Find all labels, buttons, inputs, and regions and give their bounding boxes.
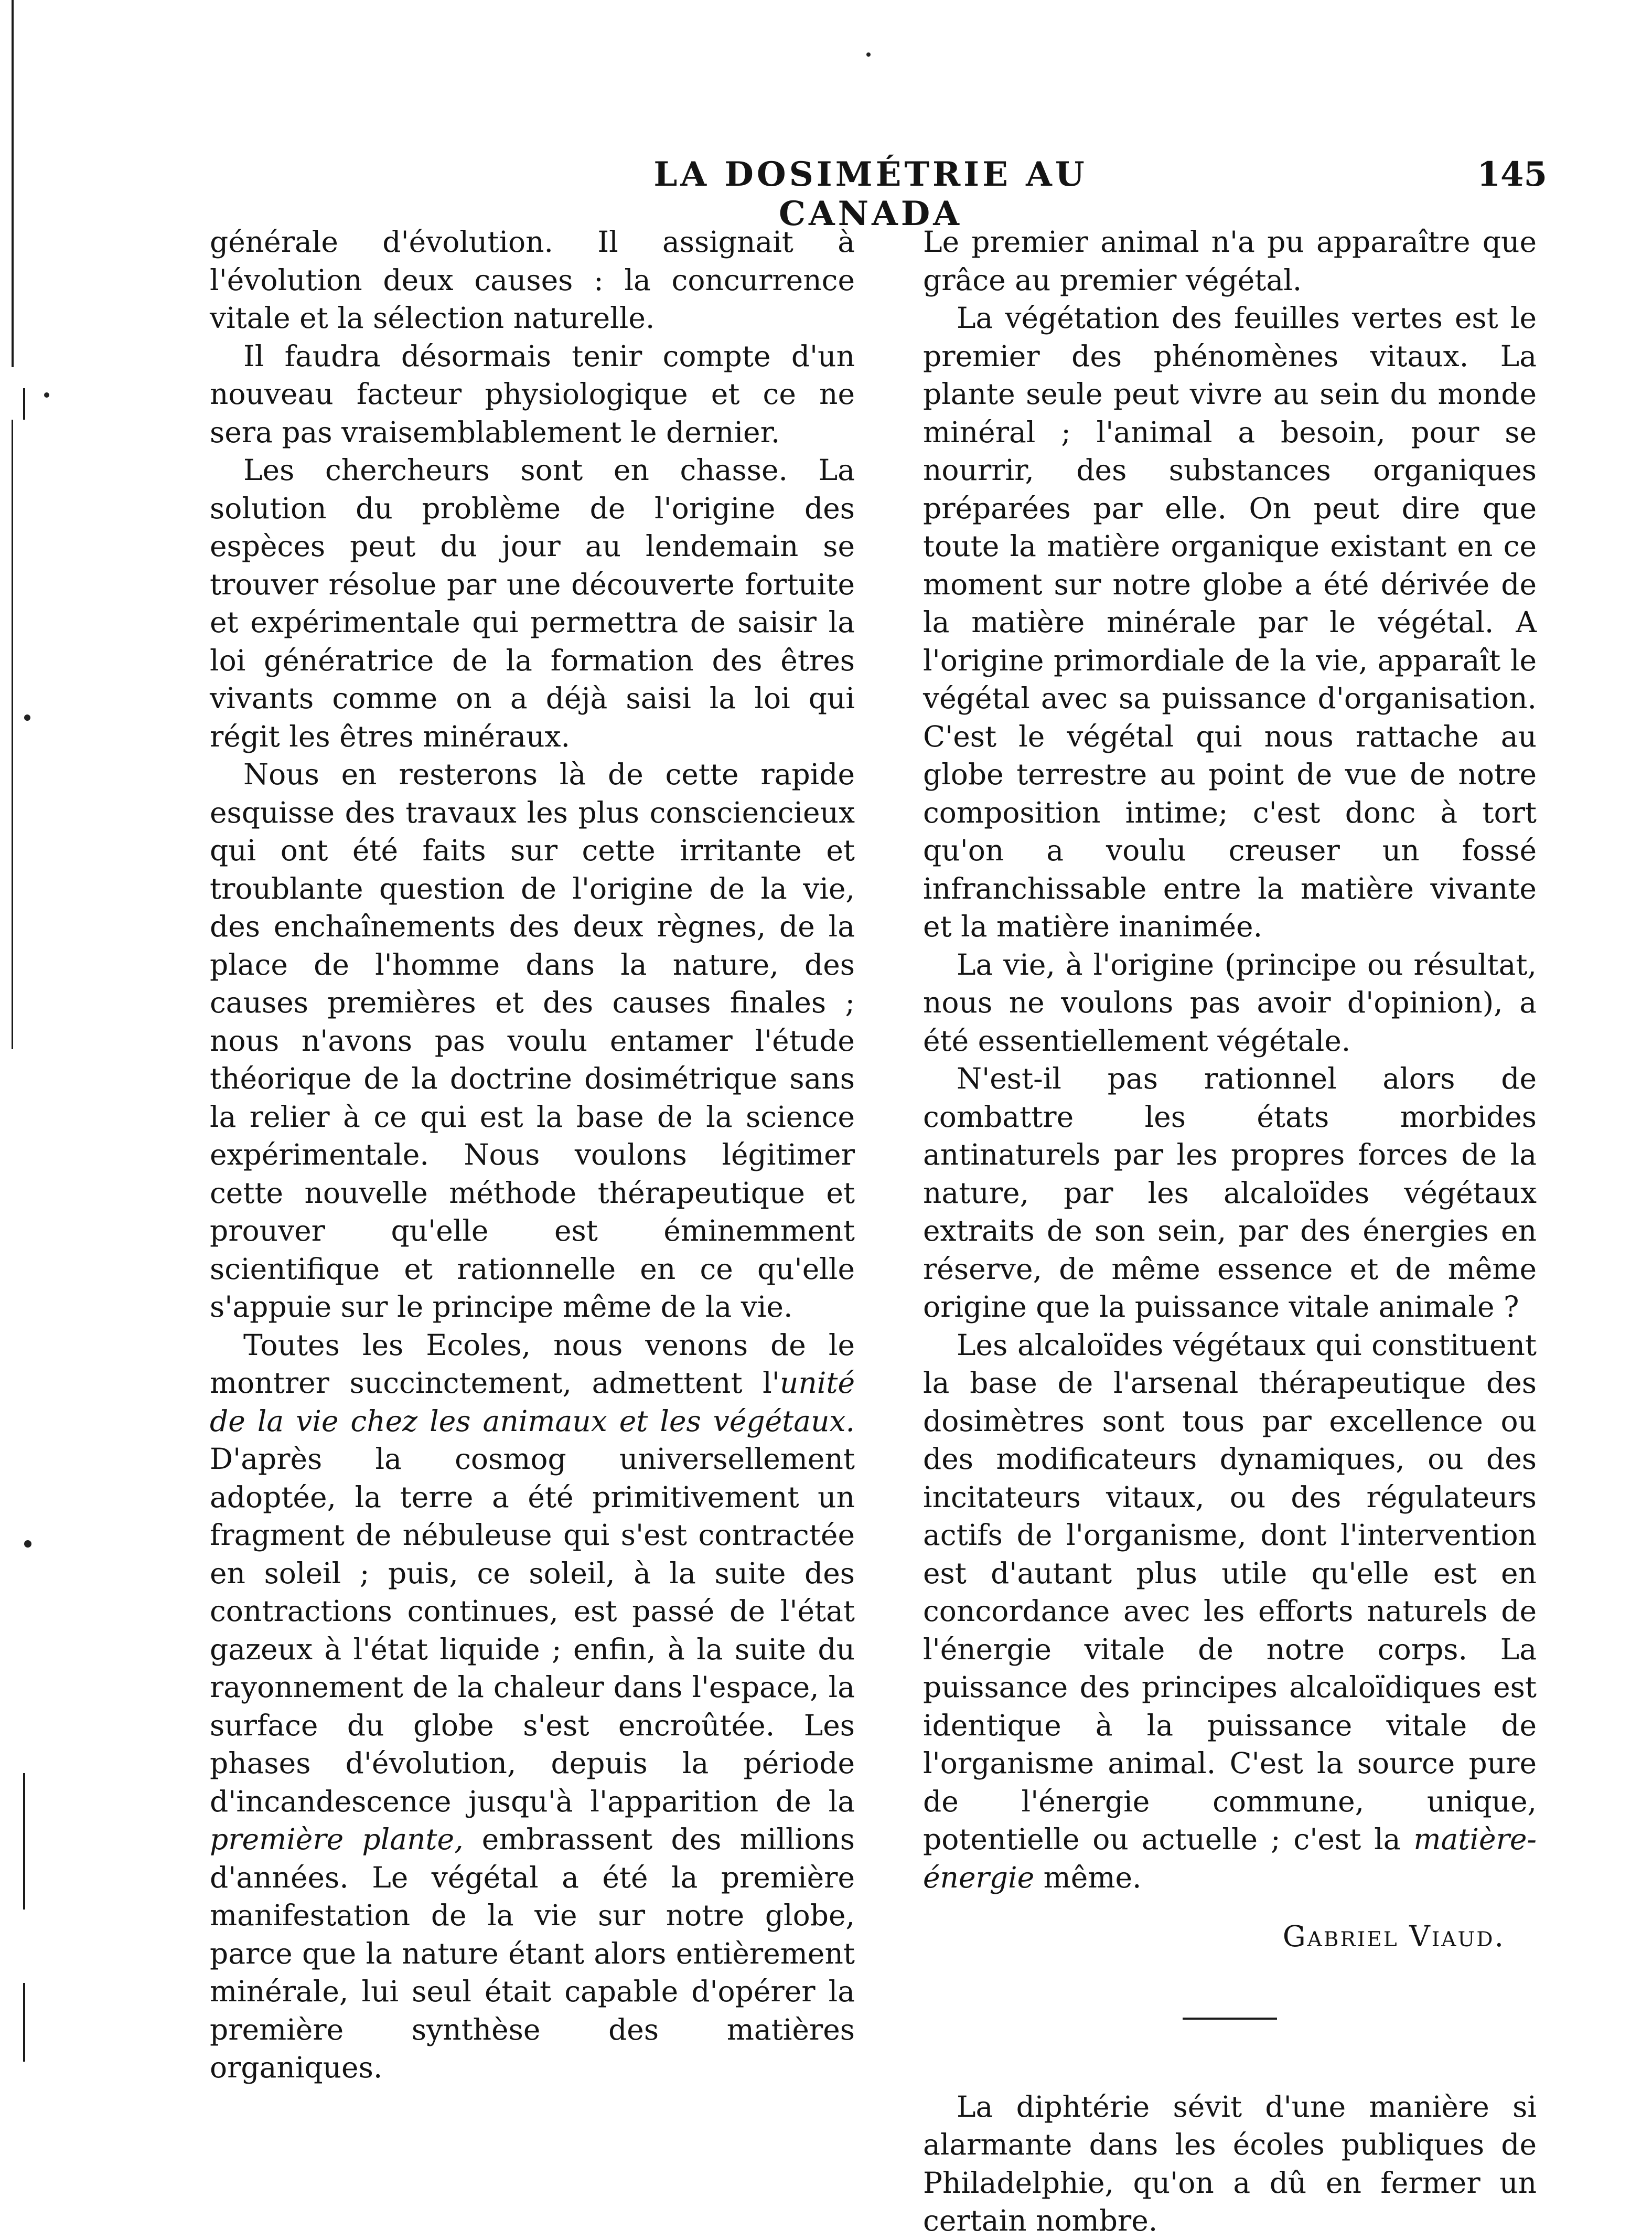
paragraph: Les chercheurs sont en chasse. La solution du problème de l'origine des espèces peut du jour au lendemain se trouver résolue par une découverte fortuite et expérimentale qui permettra de saisir la loi génératrice de la formation des êtres vivants comme on a déjà saisi la loi qui régit les êtres minéraux.	[210, 453, 855, 753]
text-run: embrassent des millions d'années. Le végétal a été la première manifestation de la vie sur notre globe, parce que la nature étant alors entièrement minérale, lui seul était capable d'opérer la première synthèse des matières organiques.	[210, 1822, 855, 2084]
left-column	[210, 223, 855, 2087]
italic-phrase: unité de la vie chez les animaux et les végétaux.	[210, 1366, 855, 1438]
text-run: Toutes les Ecoles, nous venons de le montrer succinctement, admettent l'	[210, 1328, 855, 1400]
scan-edge-line	[12, 420, 13, 1049]
text-run: même.	[1034, 1860, 1142, 1894]
scan-speck	[24, 1540, 31, 1548]
right-column	[923, 223, 1537, 2240]
scan-speck	[24, 714, 30, 721]
text-run: Les alcaloïdes végétaux qui constituent la base de l'arsenal thérapeutique des dosimètres sont tous par excellence ou des modificateurs dynamiques, ou des incitateurs vitaux, ou des régulateurs actifs de l'organisme, dont l'intervention est d'autant plus utile qu'elle est en concordance avec les efforts naturels de l'énergie vitale de notre corps. La puissance des principes alcaloïdiques est identique à la puissance vitale de l'organisme animal. C'est la source pure de l'énergie commune, unique, potentielle ou actuelle ; c'est la	[923, 1328, 1537, 1856]
paragraph: La végétation des feuilles vertes est le premier des phénomènes vitaux. La plante seule peut vivre au sein du monde minéral ; l'animal a besoin, pour se nourrir, des substances organiques préparées par elle. On peut dire que toute la matière organique existant en ce moment sur notre globe a été dérivée de la matière minérale par le végétal. A l'origine primordiale de la vie, apparaît le végétal avec sa puissance d'organisation. C'est le végétal qui nous rattache au globe terrestre au point de vue de notre composition intime; c'est donc à tort qu'on a voulu creuser un fossé infranchissable entre la matière vivante et la matière inanimée.	[923, 301, 1537, 943]
scan-edge-line	[12, 0, 14, 367]
author-signature: Gabriel Viaud.	[1282, 1919, 1505, 1953]
scan-edge-line	[23, 388, 25, 420]
paragraph: Le premier animal n'a pu apparaître que grâce au premier végétal.	[923, 225, 1537, 297]
page-number: 145	[1477, 155, 1547, 194]
scan-edge-line	[23, 1983, 25, 2062]
italic-phrase: première plante,	[210, 1822, 464, 1856]
section-separator	[1183, 2018, 1277, 2020]
paragraph	[923, 1326, 1537, 1897]
paragraph: La vie, à l'origine (principe ou résultat, nous ne voulons pas avoir d'opinion), a été essentiellement végétale.	[923, 947, 1537, 1058]
scan-speck	[866, 52, 871, 57]
paragraph	[210, 1326, 855, 2087]
paragraph: Nous en resterons là de cette rapide esquisse des travaux les plus consciencieux qui ont été faits sur cette irritante et troublante question de l'origine de la vie, des enchaînements des deux règnes, de la place de l'homme dans la nature, des causes premières et des causes finales ; nous n'avons pas voulu entamer l'étude théorique de la doctrine dosimétrique sans la relier à ce qui est la base de la science expérimentale. Nous voulons légitimer cette nouvelle méthode thérapeutique et prouver qu'elle est éminemment scientifique et rationnelle en ce qu'elle s'appuie sur le principe même de la vie.	[210, 758, 855, 1324]
paragraph: générale d'évolution. Il assignait à l'évolution deux causes : la concurrence vitale et la sélection naturelle.	[210, 225, 855, 335]
scan-speck	[44, 392, 49, 398]
paragraph: Il faudra désormais tenir compte d'un nouveau facteur physiologique et ce ne sera pas vraisemblablement le dernier.	[210, 339, 855, 449]
text-run: D'après la cosmog universellement adoptée, la terre a été primitivement un fragment de nébuleuse qui s'est contractée en soleil ; puis, ce soleil, à la suite des contractions continues, est passé de l'état gazeux à l'état liquide ; enfin, à la suite du rayonnement de la chaleur dans l'espace, la surface du globe s'est encroûtée. Les phases d'évolution, depuis la période d'incandescence jusqu'à l'apparition de la	[210, 1442, 855, 1818]
scan-edge-line	[23, 1773, 25, 1910]
paragraph: N'est-il pas rationnel alors de combattre les états morbides antinaturels par les propres forces de la nature, par les alcaloïdes végétaux extraits de son sein, par des énergies en réserve, de même essence et de même origine que la puissance vitale animale ?	[923, 1062, 1537, 1324]
italic-phrase: matière-énergie	[923, 1822, 1537, 1894]
news-item: La diphtérie sévit d'une manière si alarmante dans les écoles publiques de Philadelphie, qu'on a dû en fermer un certain nombre.	[923, 2089, 1537, 2237]
running-header-title: LA DOSIMÉTRIE AU CANADA	[653, 155, 1088, 233]
